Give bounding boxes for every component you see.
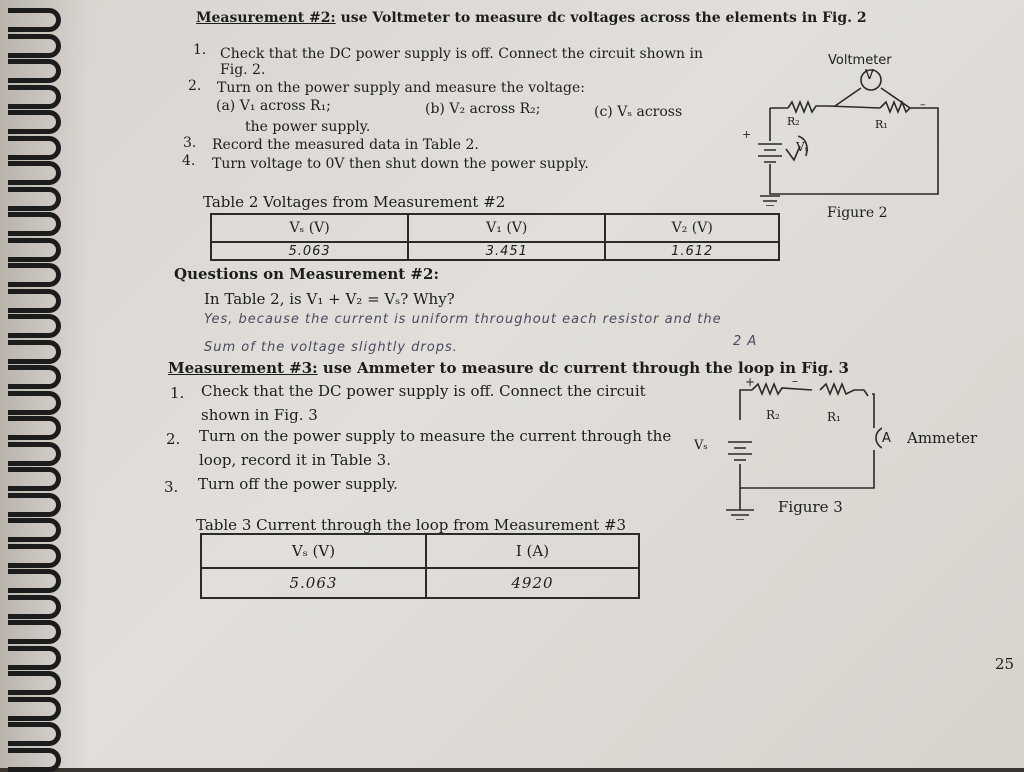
binding-coil	[8, 671, 61, 695]
binding-coil	[8, 212, 61, 236]
binding-coil	[8, 620, 61, 644]
table-2-header-vs: Vₛ (V)	[211, 214, 408, 242]
handwritten-answer-line-1: Yes, because the current is uniform throughout each resistor and the	[204, 312, 722, 327]
m3-step-3-line-1: Turn off the power supply.	[198, 475, 398, 493]
questions-heading: Questions on Measurement #2:	[174, 265, 439, 283]
table-2-caption: Table 2 Voltages from Measurement #2	[203, 193, 506, 211]
m3-step-2-line-2: loop, record it in Table 3.	[199, 451, 391, 469]
m2-step-3-num: 3.	[183, 135, 197, 151]
table-3-header-i: I (A)	[426, 534, 639, 568]
handwritten-note: 2 A	[733, 334, 758, 349]
fig3-r1-label: R₁	[827, 410, 841, 424]
m2-step-1-line-1: Check that the DC power supply is off. Connect the circuit shown in	[220, 46, 704, 62]
binding-coil	[8, 518, 61, 542]
m2-step-2-sub-c-cont: the power supply.	[245, 119, 371, 135]
table-3-value-vs: 5.063	[201, 568, 426, 598]
binding-coil	[8, 85, 61, 109]
handwritten-answer-line-2: Sum of the voltage slightly drops.	[204, 340, 458, 355]
ground-symbol	[726, 488, 754, 520]
binding-coil	[8, 569, 61, 593]
fig2-r1-label: R₁	[875, 118, 888, 131]
binding-coil	[8, 595, 61, 619]
binding-coil	[8, 59, 61, 83]
binding-coil	[8, 110, 61, 134]
binding-coil	[8, 467, 61, 491]
m3-step-1-num: 1.	[170, 384, 185, 402]
measurement-2-subtitle: use Voltmeter to measure dc voltages across the elements in Fig. 2	[340, 10, 867, 26]
fig3-vs-label: Vₛ	[694, 438, 708, 453]
figure-2-caption: Figure 2	[827, 205, 888, 221]
binding-coil	[8, 314, 61, 338]
voltmeter-label: Voltmeter	[828, 53, 892, 68]
fig2-r2-label: R₂	[787, 115, 800, 128]
table-2-header-v2: V₂ (V)	[605, 214, 779, 242]
m3-step-1-line-1: Check that the DC power supply is off. Connect the circuit	[201, 382, 646, 400]
voltmeter-meter-letter: V	[865, 68, 874, 83]
m2-step-2-sub-c: (c) Vₛ across	[594, 104, 683, 120]
battery-symbol	[728, 442, 752, 460]
ground-symbol	[760, 196, 780, 206]
binding-coil	[8, 187, 61, 211]
binding-coil	[8, 289, 61, 313]
measurement-2-title	[196, 10, 867, 26]
binding-coil	[8, 722, 61, 746]
table-2-value-v2: 1.612	[605, 242, 779, 260]
binding-coil	[8, 646, 61, 670]
fig2-minus: –	[920, 98, 926, 111]
table-2-value-v1: 3.451	[408, 242, 605, 260]
m2-step-1-line-2: Fig. 2.	[220, 62, 266, 78]
measurement-3-heading: Measurement #3:	[168, 359, 318, 377]
figure-2-circuit	[740, 66, 950, 206]
binding-coil	[8, 8, 61, 32]
fig2-plus: +	[742, 128, 752, 141]
fig3-r2-label: R₂	[766, 408, 780, 422]
resistor-r2	[788, 102, 828, 112]
binding-coil	[8, 34, 61, 58]
m3-step-1-line-2: shown in Fig. 3	[201, 406, 318, 424]
binding-coil	[8, 365, 61, 389]
binding-coil	[8, 442, 61, 466]
table-3	[200, 533, 640, 599]
m2-step-2-sub-a: (a) V₁ across R₁;	[216, 98, 331, 114]
measurement-2-heading: Measurement #2:	[196, 10, 336, 26]
table-3-header-vs: Vₛ (V)	[201, 534, 426, 568]
page-number: 25	[995, 655, 1015, 673]
ammeter-meter-letter: A	[882, 431, 891, 446]
binding-coil	[8, 493, 61, 517]
figure-3-caption: Figure 3	[778, 498, 843, 516]
resistor-r1	[820, 384, 868, 396]
fig2-vs-label: Vₛ	[796, 140, 809, 154]
m3-step-2-num: 2.	[166, 430, 181, 448]
binding-coil	[8, 136, 61, 160]
binding-coil	[8, 416, 61, 440]
battery-symbol	[758, 144, 782, 162]
m2-step-4-line-1: Turn voltage to 0V then shut down the power supply.	[212, 156, 589, 172]
binding-coil	[8, 161, 61, 185]
resistor-r1	[880, 102, 910, 112]
table-2-value-vs: 5.063	[211, 242, 408, 260]
table-2	[210, 213, 780, 261]
table-3-caption: Table 3 Current through the loop from Measurement #3	[196, 516, 627, 534]
resistor-r2	[752, 384, 812, 394]
binding-coil	[8, 544, 61, 568]
fig3-minus: –	[792, 374, 798, 388]
table-2-header-v1: V₁ (V)	[408, 214, 605, 242]
m2-step-2-sub-b: (b) V₂ across R₂;	[425, 101, 541, 117]
m2-step-2-num: 2.	[188, 78, 202, 94]
m2-step-3-line-1: Record the measured data in Table 2.	[212, 137, 479, 153]
table-3-value-i: 4920	[426, 568, 639, 598]
m3-step-3-num: 3.	[164, 478, 179, 496]
m3-step-2-line-1: Turn on the power supply to measure the current through the	[199, 427, 672, 445]
m2-step-1-num: 1.	[193, 42, 207, 58]
m2-step-4-num: 4.	[182, 153, 196, 169]
m2-step-2-line-1: Turn on the power supply and measure the voltage:	[217, 80, 585, 96]
binding-coil	[8, 391, 61, 415]
binding-coil	[8, 263, 61, 287]
measurement-3-subtitle: use Ammeter to measure dc current through the loop in Fig. 3	[322, 359, 849, 377]
question-prompt: In Table 2, is V₁ + V₂ = Vₛ? Why?	[204, 290, 455, 308]
ammeter-label: Ammeter	[907, 429, 978, 447]
fig3-plus: +	[745, 375, 756, 389]
binding-coil	[8, 238, 61, 262]
binding-coil	[8, 340, 61, 364]
binding-coil	[8, 697, 61, 721]
